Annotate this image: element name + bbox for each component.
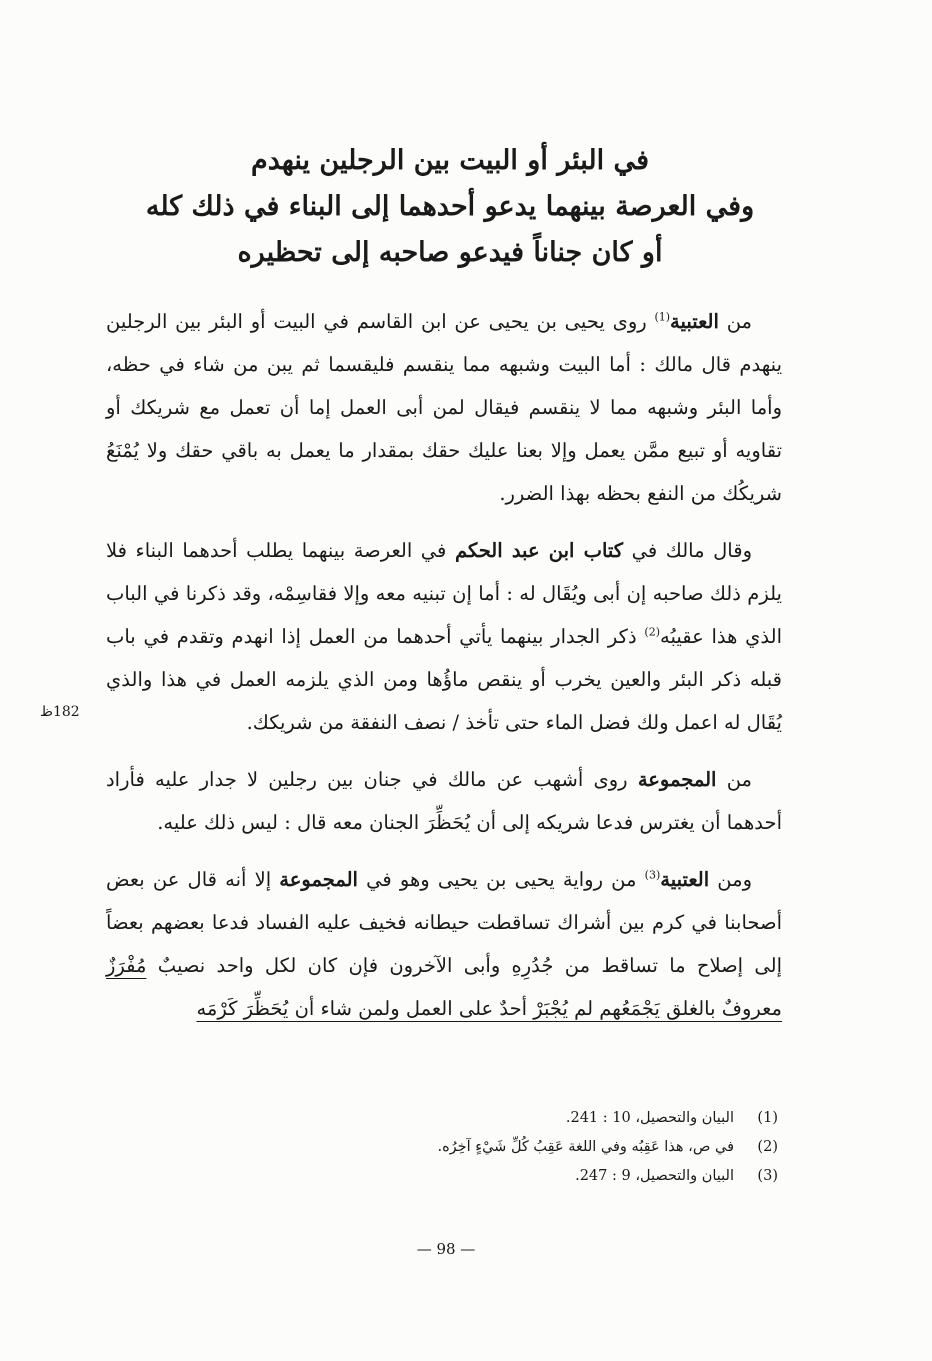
footnote-1 — [300, 1104, 778, 1133]
manuscript-folio-note: 182ظ — [40, 704, 80, 720]
footnote-text: البيان والتحصيل، 9 : 247. — [575, 1168, 734, 1184]
source-name-majmua: المجموعة — [637, 768, 717, 791]
paragraph-1 — [106, 300, 782, 515]
paragraph-3-text: روى أشهب عن مالك في جنان بين رجلين لا جدار عليه فأراد أحدهما أن يغترس فدعا شريكه إلى أن يُحَظِّرَ الجنان معه قال : ليس ذلك عليه. — [106, 768, 782, 834]
source-name-majmua-2: المجموعة — [279, 868, 358, 891]
page-number: — 98 — — [416, 1240, 476, 1258]
footnotes — [300, 1104, 778, 1191]
paragraph-4-lead: ومن — [717, 868, 752, 891]
paragraph-4-underlined-line: مُفْرَزٌ معروفٌ بالغلق يَجْمَعُهم لم يُجْبَرْ أحدٌ على العمل ولمن شاء أن يُحَظِّرَ كَرْمَه — [106, 954, 782, 1020]
footnote-text: البيان والتحصيل، 10 : 241. — [565, 1110, 734, 1126]
footnote-2 — [300, 1133, 778, 1162]
paragraph-1-text: روى يحيى بن يحيى عن ابن القاسم في البيت أو البئر بين الرجلين ينهدم قال مالك : أما البيت وشبهه مما ينقسم فليقسما ثم يبن من شاء في حظه، وأما البئر وشبهه مما لا ينقسم فيقال لمن أبى العمل إما أن تعمل مع شريكك أو تقاويه أو تبيع ممَّن يعمل وإلا بعنا عليك حقك بمقدار ما يعمل به باقي حقك ولا يُمْنَعُ شريكُك من النفع بحظه بهذا الضرر. — [106, 310, 782, 505]
paragraph-3 — [106, 758, 782, 844]
footnote-number: (2) — [757, 1139, 778, 1155]
footnote-marker-3: (3) — [644, 868, 661, 882]
source-name-utbiyya: العتبية — [670, 310, 719, 333]
paragraph-2-lead: وقال مالك في — [631, 539, 752, 562]
footnote-3 — [300, 1162, 778, 1191]
body-text — [106, 300, 782, 1044]
footnote-marker-1: (1) — [654, 310, 671, 324]
paragraph-4-text-b: إلا أنه قال عن بعض أصحابنا في كرم بين أشراك تساقطت حيطانه فخيف عليه الفساد فدعا بعضهم بعضاً إلى إصلاح ما تساقط من جُدُرِهِ وأبى الآخرون فإن كان لكل واحد نصيبٌ — [106, 868, 782, 977]
source-name-utbiyya-2: العتبية — [660, 868, 710, 891]
paragraph-3-lead: من — [726, 768, 752, 791]
paragraph-2-text-a: في العرصة بينهما يطلب أحدهما البناء فلا يلزم ذلك صاحبه إن أبى ويُقَال له : أما إن تبنيه معه وإلا فقاسِمْه، وقد ذكرنا في الباب الذي هذا عقيبُه — [106, 539, 783, 648]
title-line-1: في البئر أو البيت بين الرجلين ينهدم — [251, 145, 649, 176]
footnote-marker-2: (2) — [644, 625, 660, 639]
footnote-text: في ص، هذا عَقِبُه وفي اللغة عَقِبُ كُلِّ شَيْءٍ آخِرُه. — [437, 1139, 734, 1155]
paragraph-2-text-b: ذكر الجدار بينهما يأتي أحدهما من العمل إذا انهدم وتقدم في باب قبله ذكر البئر والعين يخرب أو ينقص ماؤُها ومن الذي يلزمه العمل في هذا والذي يُقَال له اعمل ولك فضل الماء حتى تأخذ / نصف النفقة من شريكك. — [106, 625, 782, 734]
title-line-3: أو كان جناناً فيدعو صاحبه إلى تحظيره — [237, 237, 663, 268]
source-name-ibn-abd-al-hakam: كتاب ابن عبد الحكم — [454, 539, 624, 562]
paragraph-2 — [106, 529, 782, 744]
title-line-2: وفي العرصة بينهما يدعو أحدهما إلى البناء في ذلك كله — [145, 191, 755, 222]
paragraph-4-text-a: من رواية يحيى بن يحيى وهو في — [366, 868, 637, 891]
paragraph-1-lead: من — [726, 310, 752, 333]
footnote-number: (1) — [757, 1110, 778, 1126]
chapter-title — [140, 138, 760, 276]
footnote-number: (3) — [757, 1168, 778, 1184]
paragraph-4 — [106, 858, 782, 1030]
